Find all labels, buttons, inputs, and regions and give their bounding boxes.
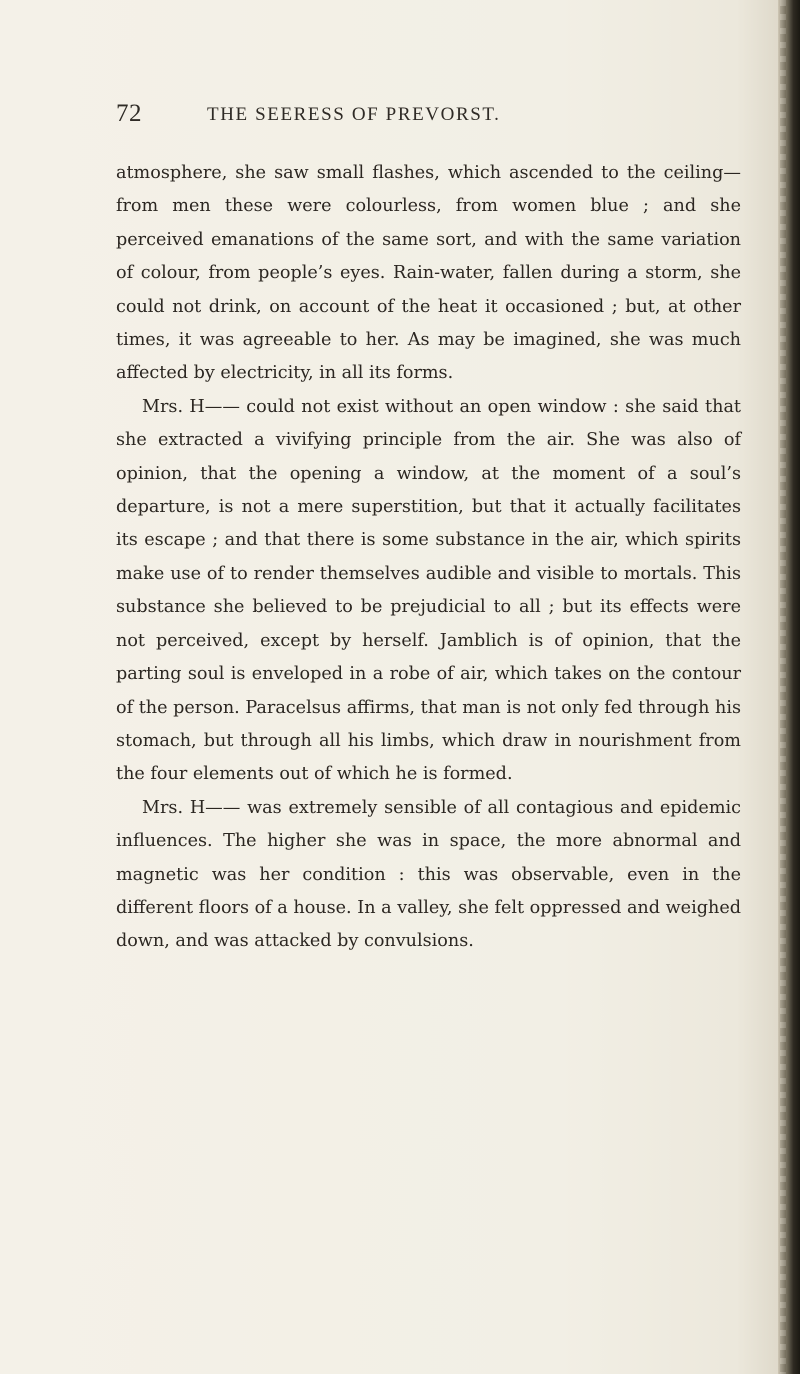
- paragraph-1: atmosphere, she saw small flashes, which ascended to the ceiling—from men these were colourless, from women blue ; and she perceived emanations of the same sort, and with the same variation of colour, from people’s eyes. Rain-water, fallen during a storm, she could not drink, on account of the heat it occasioned ; but, at other times, it was agreeable to her. As may be imagined, she was much affected by electricity, in all its forms.: [116, 163, 741, 384]
- body-text: [116, 157, 741, 959]
- page-number: 72: [116, 100, 142, 127]
- page-edge-texture: [780, 0, 786, 1374]
- page-header: [116, 96, 741, 136]
- running-head: THE SEERESS OF PREVORST.: [207, 104, 501, 125]
- page-edge-shadow: [778, 0, 800, 1374]
- paragraph-2: Mrs. H—— could not exist without an open window : she said that she extracted a vivifying principle from the air. She was also of opinion, that the opening a window, at the moment of a soul’s departure, is not a mere superstition, but that it actually facilitates its escape ; and that there is some substance in the air, which spirits make use of to render themselves audible and visible to mortals. This substance she believed to be prejudicial to all ; but its effects were not perceived, except by herself. Jamblich is of opinion, that the parting soul is enveloped in a robe of air, which takes on the contour of the person. Paracelsus affirms, that man is not only fed through his stomach, but through all his limbs, which draw in nourishment from the four elements out of which he is formed.: [116, 396, 741, 785]
- paragraph-3: Mrs. H—— was extremely sensible of all contagious and epidemic influences. The higher she was in space, the more abnormal and magnetic was her condition : this was observable, even in the different floors of a house. In a valley, she felt oppressed and weighed down, and was attacked by convulsions.: [116, 797, 741, 952]
